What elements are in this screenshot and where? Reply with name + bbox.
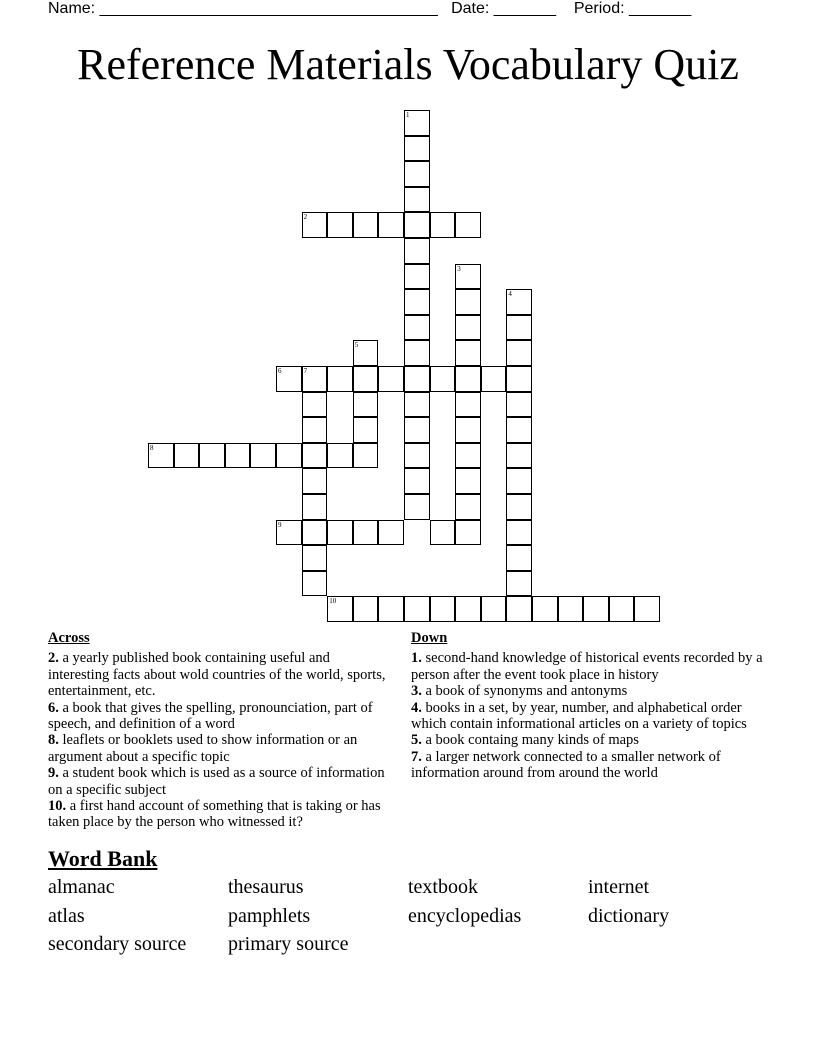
- crossword-cell[interactable]: [455, 315, 481, 341]
- crossword-cell[interactable]: [506, 417, 532, 443]
- down-clue-list: [411, 650, 766, 781]
- crossword-cell[interactable]: [455, 340, 481, 366]
- clue-num: 9.: [48, 765, 59, 782]
- crossword-cell[interactable]: [506, 392, 532, 418]
- clue-text: a yearly published book containing useful and interesting facts about wold countries of the world, sports, entertainment, etc.: [48, 650, 386, 700]
- crossword-cell[interactable]: [404, 340, 430, 366]
- down-clues: [411, 630, 766, 782]
- crossword-cell[interactable]: [455, 392, 481, 418]
- crossword-cell[interactable]: [404, 596, 430, 622]
- crossword-cell[interactable]: [302, 545, 328, 571]
- crossword-cell[interactable]: [506, 315, 532, 341]
- crossword-cell[interactable]: [455, 417, 481, 443]
- clue-number: 5: [354, 341, 359, 350]
- crossword-cell[interactable]: [430, 212, 456, 238]
- clue-text: a first hand account of something that is taking or has taken place by the person who witnessed it?: [48, 798, 381, 831]
- crossword-cell[interactable]: [148, 443, 174, 469]
- crossword-cell[interactable]: [302, 520, 328, 546]
- clue-num: 10.: [48, 798, 67, 815]
- crossword-cell[interactable]: [455, 289, 481, 315]
- date-label: Date:: [451, 0, 490, 17]
- crossword-cell[interactable]: [404, 443, 430, 469]
- crossword-cell[interactable]: [506, 596, 532, 622]
- crossword-cell[interactable]: [455, 468, 481, 494]
- crossword-cell[interactable]: [404, 136, 430, 162]
- clue-number: 6: [278, 367, 282, 375]
- crossword-cell[interactable]: [506, 545, 532, 571]
- crossword-cell[interactable]: [302, 468, 328, 494]
- date-blank[interactable]: _______: [493, 0, 557, 17]
- page-title: Reference Materials Vocabulary Quiz: [77, 40, 739, 89]
- crossword-cell[interactable]: [302, 443, 328, 469]
- clue-text: a student book which is used as a source of information on a specific subject: [48, 765, 385, 798]
- clue-number: 2: [303, 213, 308, 222]
- crossword-cell[interactable]: [506, 443, 532, 469]
- word-bank-item: pamphlets: [228, 905, 311, 927]
- crossword-cell[interactable]: [327, 366, 353, 392]
- word-bank-item: internet: [588, 876, 650, 898]
- clue-number: 7: [303, 367, 308, 375]
- crossword-cell[interactable]: [558, 596, 584, 622]
- across-clue: [48, 700, 393, 733]
- crossword-cell[interactable]: [404, 161, 430, 187]
- clue-number: 9: [278, 520, 282, 529]
- crossword-cell[interactable]: [481, 596, 507, 622]
- crossword-cell[interactable]: [378, 366, 404, 392]
- crossword-cell[interactable]: [353, 366, 379, 392]
- word-bank-item: primary source: [228, 933, 349, 955]
- crossword-cell[interactable]: [506, 468, 532, 494]
- crossword-cell[interactable]: [353, 340, 379, 366]
- clue-num: 5.: [411, 732, 422, 749]
- crossword-cell[interactable]: [404, 110, 430, 136]
- crossword-cell[interactable]: [404, 289, 430, 315]
- word-bank-item: encyclopedias: [408, 905, 522, 927]
- crossword-cell[interactable]: [430, 366, 456, 392]
- word-bank-item: thesaurus: [228, 876, 304, 898]
- across-heading: Across: [48, 630, 90, 646]
- clue-num: 6.: [48, 699, 59, 716]
- crossword-cell[interactable]: [609, 596, 635, 622]
- crossword-cell[interactable]: [583, 596, 609, 622]
- word-bank-item: secondary source: [48, 933, 187, 955]
- period-label: Period:: [573, 0, 625, 17]
- crossword-cell[interactable]: [506, 571, 532, 597]
- across-clue-list: [48, 650, 393, 830]
- crossword-cell[interactable]: [404, 212, 430, 238]
- crossword-cell[interactable]: [506, 340, 532, 366]
- crossword-cell[interactable]: [455, 494, 481, 520]
- crossword-cell[interactable]: [225, 443, 251, 469]
- word-bank-title: Word Bank: [48, 846, 158, 871]
- crossword-cell[interactable]: [404, 315, 430, 341]
- clue-number: 8: [150, 443, 154, 452]
- word-bank-item: dictionary: [588, 905, 670, 927]
- clue-text: a larger network connected to a smaller network of information around from around the world: [411, 748, 721, 782]
- crossword-cell[interactable]: [302, 494, 328, 520]
- name-blank[interactable]: ______________________________________: [99, 0, 438, 17]
- crossword-cell[interactable]: [302, 417, 328, 443]
- crossword-cell[interactable]: [378, 520, 404, 546]
- clue-number: 4: [508, 290, 512, 299]
- crossword-cell[interactable]: [404, 468, 430, 494]
- name-label: Name:: [48, 0, 96, 17]
- crossword-cell[interactable]: [506, 289, 532, 315]
- crossword-cell[interactable]: [327, 520, 353, 546]
- clue-number: 10: [329, 597, 337, 606]
- crossword-cell[interactable]: [455, 520, 481, 546]
- crossword-cell[interactable]: [430, 596, 456, 622]
- clue-text: a book that gives the spelling, pronounciation, part of speech, and definition of a word: [48, 699, 373, 733]
- clue-text: a book of synonyms and antonyms: [421, 683, 628, 700]
- crossword-cell[interactable]: [327, 212, 353, 238]
- crossword-cell[interactable]: [455, 443, 481, 469]
- crossword-cell[interactable]: [506, 520, 532, 546]
- down-heading: Down: [411, 630, 448, 646]
- crossword-cell[interactable]: [250, 443, 276, 469]
- clue-text: books in a set, by year, number, and alphabetical order which contain informational articles on a variety of topics: [411, 699, 747, 733]
- crossword-cell[interactable]: [276, 443, 302, 469]
- clue-text: second-hand knowledge of historical events recorded by a person after the event took place in history: [411, 650, 763, 683]
- across-clue: [48, 798, 393, 831]
- crossword-cell[interactable]: [455, 596, 481, 622]
- crossword-cell[interactable]: [404, 187, 430, 213]
- crossword-cell[interactable]: [378, 596, 404, 622]
- crossword-cell[interactable]: [404, 366, 430, 392]
- word-bank-item: textbook: [408, 876, 478, 898]
- crossword-cell[interactable]: [276, 366, 302, 392]
- clue-number: 1: [406, 111, 410, 119]
- crossword-cell[interactable]: [327, 596, 353, 622]
- clue-num: 4.: [411, 699, 422, 716]
- crossword-cell[interactable]: [302, 366, 328, 392]
- down-clue: [411, 732, 766, 748]
- crossword-cell[interactable]: [404, 392, 430, 418]
- down-clue: [411, 700, 766, 733]
- crossword-cell[interactable]: [404, 264, 430, 290]
- across-clue: [48, 650, 393, 699]
- crossword-cell[interactable]: [276, 520, 302, 546]
- crossword-cell[interactable]: [353, 520, 379, 546]
- crossword-cell[interactable]: [353, 392, 379, 418]
- crossword-cell[interactable]: [378, 212, 404, 238]
- crossword-cell[interactable]: [353, 443, 379, 469]
- crossword-cell[interactable]: [199, 443, 225, 469]
- word-bank-item: atlas: [48, 905, 85, 927]
- crossword-cell[interactable]: [404, 494, 430, 520]
- crossword-cell[interactable]: [353, 596, 379, 622]
- crossword-cell[interactable]: [455, 264, 481, 290]
- across-clue: [48, 732, 393, 765]
- crossword-cell[interactable]: [532, 596, 558, 622]
- word-bank-item: almanac: [48, 876, 115, 898]
- clue-num: 2.: [48, 650, 59, 667]
- down-clue: [411, 650, 766, 683]
- clue-num: 1.: [411, 650, 422, 667]
- crossword-cell[interactable]: [404, 238, 430, 264]
- clue-num: 3.: [411, 683, 422, 700]
- across-clue: [48, 765, 393, 798]
- crossword-cell[interactable]: [506, 494, 532, 520]
- clue-num: 7.: [411, 748, 422, 765]
- crossword-cell[interactable]: [353, 212, 379, 238]
- period-blank[interactable]: _______: [629, 0, 692, 17]
- clue-number: 3: [457, 264, 461, 273]
- crossword-cell[interactable]: [302, 392, 328, 418]
- crossword-cell[interactable]: [430, 520, 456, 546]
- crossword-cell[interactable]: [455, 366, 481, 392]
- crossword-cell[interactable]: [327, 443, 353, 469]
- across-clues: [48, 630, 393, 831]
- clue-num: 8.: [48, 732, 59, 749]
- down-clue: [411, 749, 766, 782]
- crossword-cell[interactable]: [481, 366, 507, 392]
- crossword-cell[interactable]: [506, 366, 532, 392]
- down-clue: [411, 683, 766, 699]
- crossword-cell[interactable]: [404, 417, 430, 443]
- crossword-cell[interactable]: [302, 212, 328, 238]
- crossword-cell[interactable]: [174, 443, 200, 469]
- clue-text: leaflets or booklets used to show information or an argument about a specific topic: [48, 732, 358, 765]
- crossword-cell[interactable]: [634, 596, 660, 622]
- crossword-cell[interactable]: [302, 571, 328, 597]
- crossword-cell[interactable]: [353, 417, 379, 443]
- crossword-cell[interactable]: [455, 212, 481, 238]
- clue-text: a book containg many kinds of maps: [421, 732, 639, 749]
